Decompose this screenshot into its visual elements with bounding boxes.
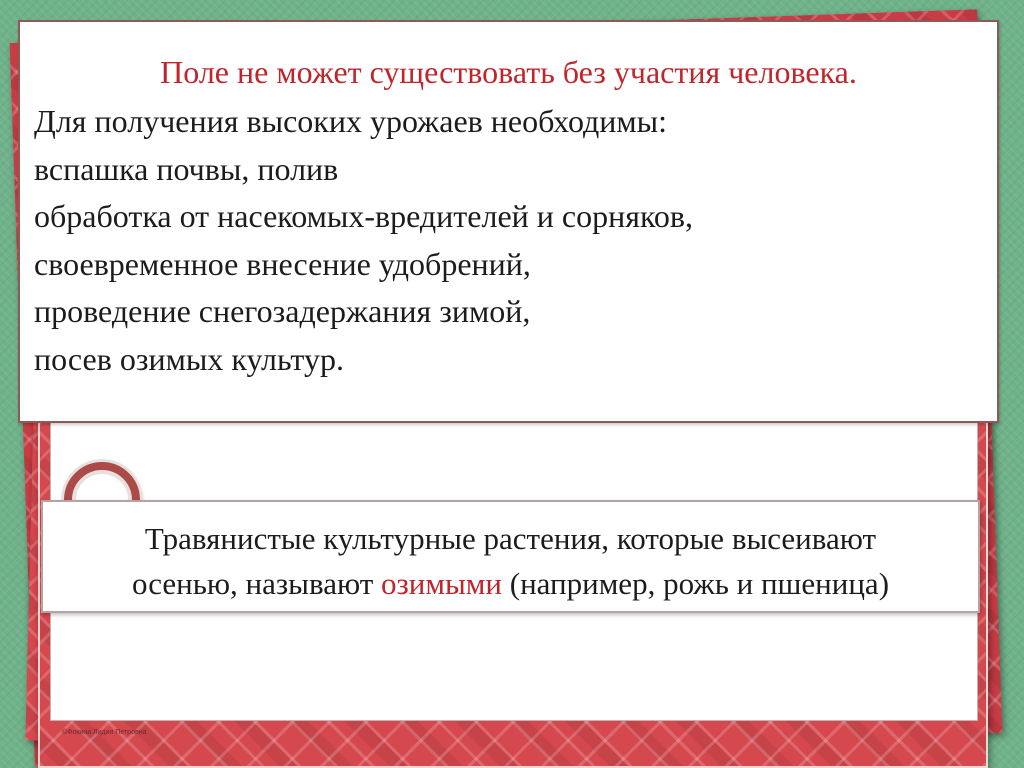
slide-title: Поле не может существовать без участия человека. [160, 54, 857, 90]
list-line: проведение снегозадержания зимой, [34, 293, 531, 329]
definition-text-after: (например, рожь и пшеница) [502, 566, 890, 601]
author-watermark: ©Фокина Лидия Петровна [62, 729, 147, 736]
highlighted-term: озимыми [381, 566, 502, 601]
definition-card [41, 500, 980, 613]
definition-text-before: осенью, называют [131, 566, 381, 601]
definition-line-2 [43, 561, 978, 606]
definition-text [43, 516, 978, 606]
main-text-card [18, 20, 999, 423]
list-line: своевременное внесение удобрений, [34, 245, 531, 282]
list-line: обработка от насекомых-вредителей и сорняков, [34, 198, 693, 234]
list-line: посев озимых культур. [34, 340, 344, 377]
definition-line-1: Травянистые культурные растения, которые высеивают [144, 521, 877, 556]
list-line: вспашка почвы, полив [34, 150, 339, 187]
requirements-list [34, 98, 693, 383]
list-line: Для получения высоких урожаев необходимы: [34, 103, 668, 139]
